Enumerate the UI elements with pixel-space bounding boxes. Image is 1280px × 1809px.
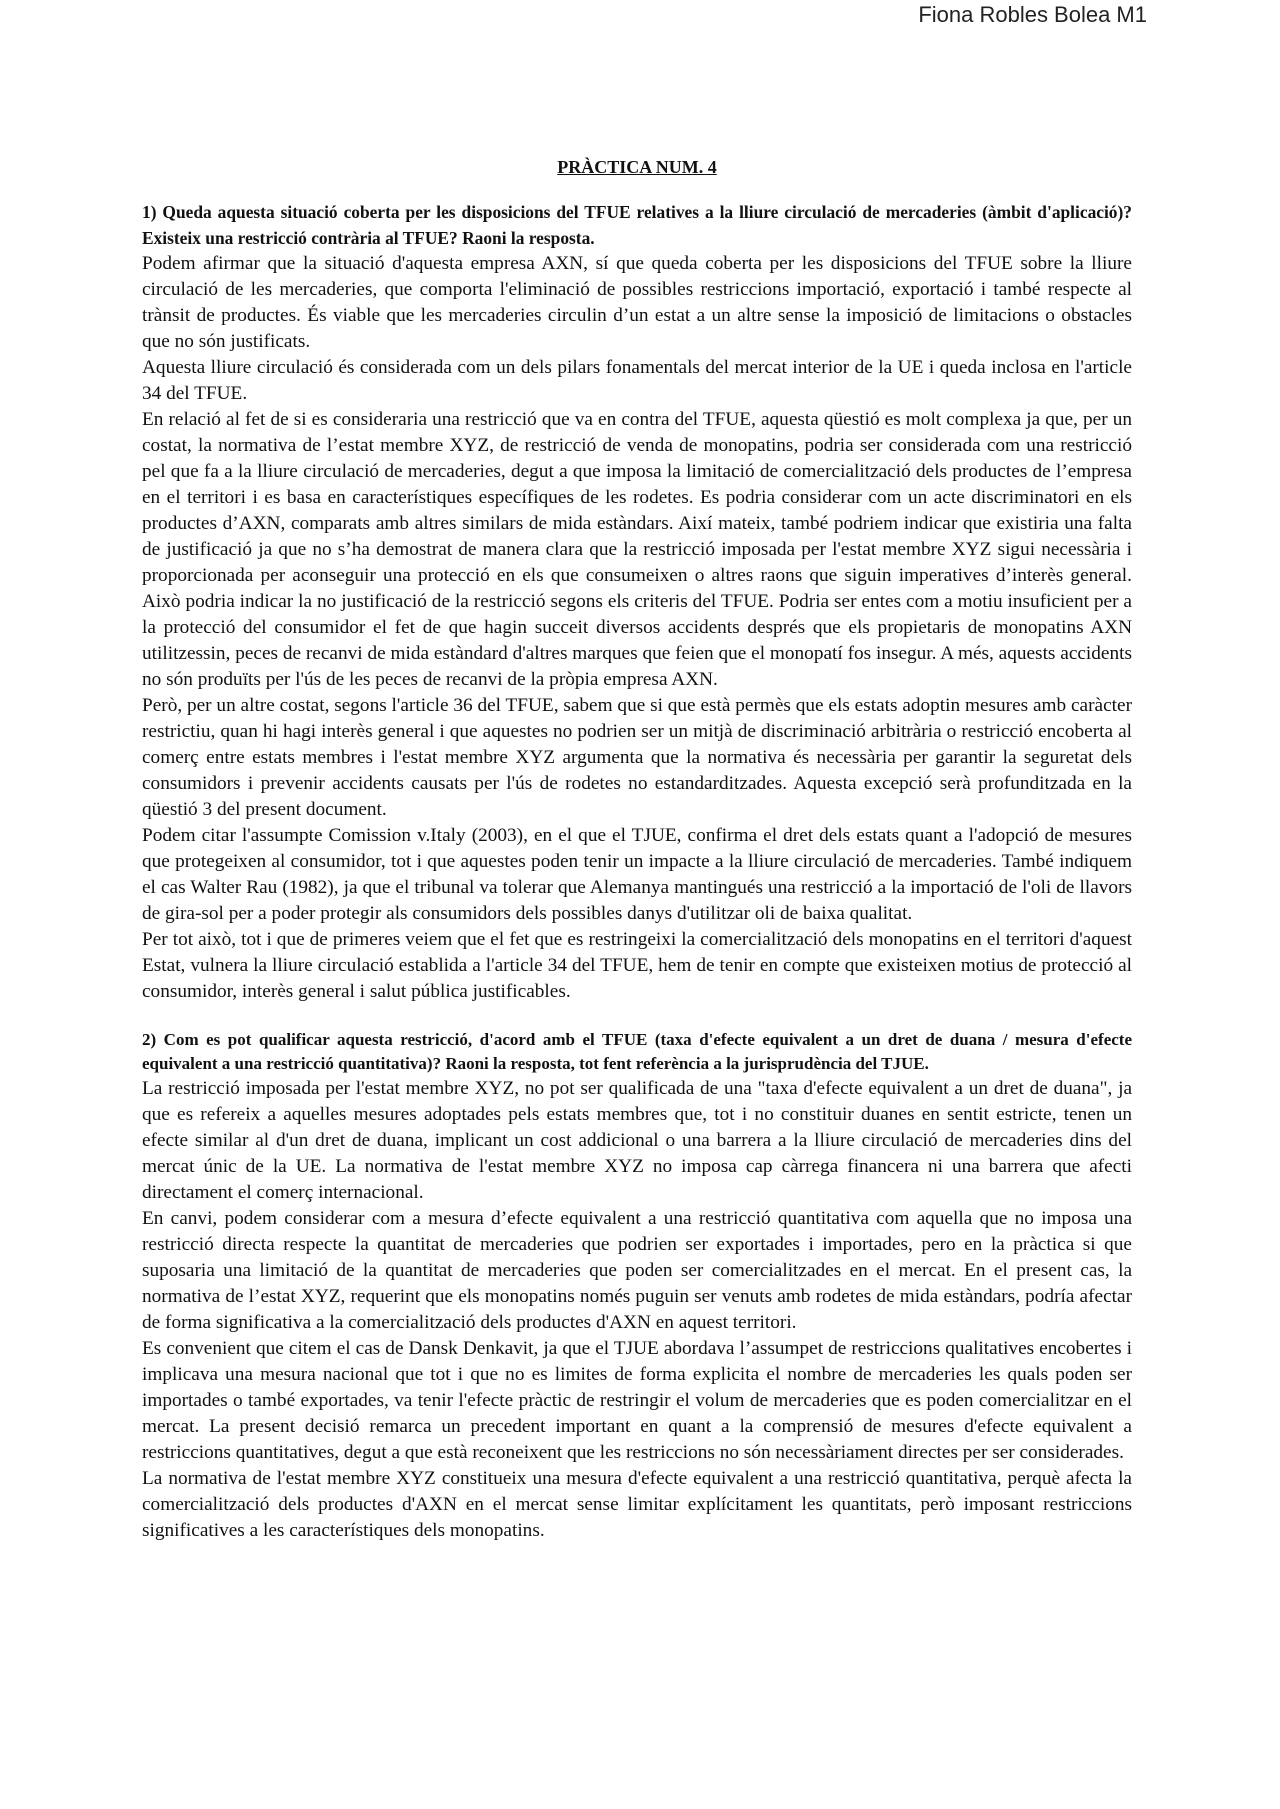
author-header: Fiona Robles Bolea M1 [918,2,1147,27]
section-spacer [142,1005,1132,1028]
answer-paragraph: Però, per un altre costat, segons l'article 36 del TFUE, sabem que si que està permès que els estats adoptin mesures amb caràcter restrictiu, quan hi hagi interès general i que aquestes no podrien ser un mitjà de discriminació arbitrària o restricció encoberta al comerç entre estats membres i l'estat membre XYZ argumenta que la normativa és necessària per garantir la seguretat dels consumidors i prevenir accidents causats per l'ús de rodetes no estandarditzades. Aquesta excepció serà profunditzada en la qüestió 3 del present document. [142,695,1132,820]
answer-paragraph: En canvi, podem considerar com a mesura d’efecte equivalent a una restricció quantitativa com aquella que no imposa una restricció directa respecte la quantitat de mercaderies que podrien ser exportades i importades, pero en la pràctica si que suposaria una limitació de la quantitat de mercaderies que poden ser comercialitzades en el mercat. En el present cas, la normativa de l’estat XYZ, requerint que els monopatins només puguin ser venuts amb rodetes de mida estàndars, podría afectar de forma significativa a la comercialització dels productes d'AXN en aquest territori. [142,1208,1132,1333]
document-title: PRÀCTICA NUM. 4 [557,157,717,177]
question-section-2 [142,1028,1132,1544]
answer-paragraph: Es convenient que citem el cas de Dansk Denkavit, ja que el TJUE abordava l’assumpet de restriccions qualitatives encobertes i implicava una mesura nacional que tot i que no es limites de forma explicita el nombre de mercaderies les quals poden ser importades o també exportades, va tenir l'efecte pràctic de restringir el volum de mercaderies que es poden comercialitzar en el mercat. La present decisió remarca un precedent important en quant a la comprensió de mesures d'efecte equivalent a restriccions quantitatives, degut a que està reconeixent que les restriccions no són necessàriament directes per ser considerades. [142,1338,1132,1463]
answer-paragraph: La restricció imposada per l'estat membre XYZ, no pot ser qualificada de una "taxa d'efecte equivalent a un dret de duana", ja que es refereix a aquelles mesures adoptades pels estats membres que, tot i no constituir duanes en sentit estricte, tenen un efecte similar al d'un dret de duana, implicant un cost addicional o una barrera a la lliure circulació de mercaderies dins del mercat únic de la UE. La normativa de l'estat membre XYZ no imposa cap càrrega financera ni una barrera que afecti directament el comerç internacional. [142,1078,1132,1203]
question-heading: 2) Com es pot qualificar aquesta restricció, d'acord amb el TFUE (taxa d'efecte equivalent a un dret de duana / mesura d'efecte equivalent a una restricció quantitativa)? Raoni la resposta, tot fent referència a la jurisprudència del TJUE. [142,1030,1132,1073]
answer-paragraph: La normativa de l'estat membre XYZ constitueix una mesura d'efecte equivalent a una restricció quantitativa, perquè afecta la comercialització dels productes d'AXN en el mercat sense limitar explícitament les quantitats, però imposant restriccions significatives a les característiques dels monopatins. [142,1468,1132,1541]
question-section-1 [142,200,1132,1005]
answer-paragraph: Podem afirmar que la situació d'aquesta empresa AXN, sí que queda coberta per les disposicions del TFUE sobre la lliure circulació de les mercaderies, que comporta l'eliminació de possibles restriccions importació, exportació i també respecte al trànsit de productes. És viable que les mercaderies circulin d’un estat a un altre sense la imposició de limitacions o obstacles que no són justificats. [142,253,1132,352]
question-heading: 1) Queda aquesta situació coberta per les disposicions del TFUE relatives a la lliure circulació de mercaderies (àmbit d'aplicació)? Existeix una restricció contrària al TFUE? Raoni la resposta. [142,202,1132,248]
answer-paragraph: Aquesta lliure circulació és considerada com un dels pilars fonamentals del mercat interior de la UE i queda inclosa en l'article 34 del TFUE. [142,357,1132,404]
document-body [142,154,1132,1544]
answer-paragraph: Podem citar l'assumpte Comission v.Italy (2003), en el que el TJUE, confirma el dret dels estats quant a l'adopció de mesures que protegeixen al consumidor, tot i que aquestes poden tenir un impacte a la lliure circulació de mercaderies. També indiquem el cas Walter Rau (1982), ja que el tribunal va tolerar que Alemanya mantingués una restricció a la importació de l'oli de llavors de gira-sol per a poder protegir als consumidors dels possibles danys d'utilitzar oli de baixa qualitat. [142,825,1132,924]
answer-paragraph: Per tot això, tot i que de primeres veiem que el fet que es restringeixi la comercialització dels monopatins en el territori d'aquest Estat, vulnera la lliure circulació establida a l'article 34 del TFUE, hem de tenir en compte que existeixen motius de protecció al consumidor, interès general i salut pública justificables. [142,929,1132,1002]
answer-paragraph: En relació al fet de si es consideraria una restricció que va en contra del TFUE, aquesta qüestió es molt complexa ja que, per un costat, la normativa de l’estat membre XYZ, de restricció de venda de monopatins, podria ser considerada com una restricció pel que fa a la lliure circulació de mercaderies, degut a que imposa la limitació de comercialització dels productes de l’empresa en el territori i es basa en característiques específiques de les rodetes. Es podria considerar com un acte discriminatori en els productes d’AXN, comparats amb altres similars de mida estàndars. Així mateix, també podriem indicar que existiria una falta de justificació ja que no s’ha demostrat de manera clara que la restricció imposada per l'estat membre XYZ sigui necessària i proporcionada per aconseguir una protecció en els que consumeixen o altres raons que siguin imperatives d’interès general. Això podria indicar la no justificació de la restricció segons els criteris del TFUE. Podria ser entes com a motiu insuficient per a la protecció del consumidor el fet de que hagin succeit diversos accidents després que els propietaris de monopatins AXN utilitzessin, peces de recanvi de mida estàndard d'altres marques que feien que el monopatí fos insegur. A més, aquests accidents no són produïts per l'ús de les peces de recanvi de la pròpia empresa AXN. [142,409,1132,690]
